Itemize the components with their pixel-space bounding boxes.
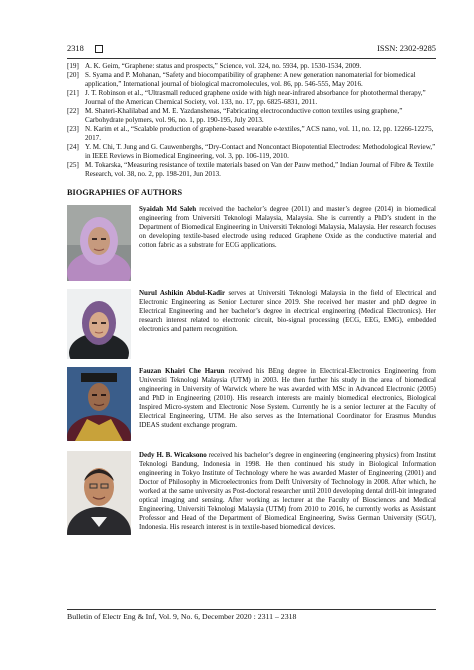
author-name: Nurul Ashikin Abdul-Kadir — [139, 289, 226, 297]
author-biography — [67, 205, 436, 281]
biography-text — [139, 289, 436, 359]
reference-list — [67, 62, 436, 179]
reference-text: N. Karim et al., “Scalable production of graphene-based wearable e-textiles,” ACS nano, vol. 11, no. 12, pp. 12266-12275, 2017. — [85, 125, 434, 142]
reference-item — [67, 107, 436, 125]
biography-text — [139, 451, 436, 535]
reference-text: J. T. Robinson et al., “Ultrasmall reduced graphene oxide with high near-infrared absorbance for photothermal therapy,” Journal of the American Chemical Society, vol. 133, no. 17, pp. 6825-6831, 2011. — [85, 89, 426, 106]
author-biography — [67, 289, 436, 359]
biography-text — [139, 367, 436, 441]
reference-item — [67, 143, 436, 161]
author-name: Dedy H. B. Wicaksono — [139, 451, 207, 459]
reference-number: [24] — [67, 143, 79, 151]
portrait-image — [67, 367, 131, 441]
reference-text: Y. M. Chi, T. Jung and G. Cauwenberghs, “Dry-Contact and Noncontact Biopotential Electrodes: Methodological Review,” in IEEE Reviews in Biomedical Engineering, vol. 3, pp. 106-119, 2010. — [85, 143, 436, 160]
reference-number: [19] — [67, 62, 79, 70]
author-photo — [67, 289, 131, 359]
author-photo — [67, 205, 131, 281]
page-number: 2318 — [67, 44, 84, 53]
portrait-image — [67, 205, 131, 281]
biography-body: serves at Universiti Teknologi Malaysia in the field of Electrical and Electronic Engineering as Senior Lecturer since 2019. She received her master and phD degree in Electrical Engineering and her bachelor’s degree in electrical engineering (Medical Electronics). Her research interest related to electronic circuit, bio-signal processing (ECG, EEG, EMG), embedded electronics and pattern recognition. — [139, 289, 436, 333]
footer-rule — [67, 609, 436, 610]
section-title: BIOGRAPHIES OF AUTHORS — [67, 188, 183, 197]
reference-item — [67, 62, 436, 71]
page-footer: Bulletin of Electr Eng & Inf, Vol. 9, No. 6, December 2020 : 2311 – 2318 — [67, 612, 297, 621]
reference-text: S. Syama and P. Mohanan, “Safety and biocompatibility of graphene: A new generation nanomaterial for biomedical application,” International journal of biological macromolecules, vol. 86, pp. 546-555, May 2016. — [85, 71, 416, 88]
author-biography — [67, 367, 436, 441]
page-header — [67, 44, 436, 58]
reference-item — [67, 161, 436, 179]
reference-text: A. K. Geim, “Graphene: status and prospects,” Science, vol. 324, no. 5934, pp. 1530-1534, 2009. — [85, 62, 362, 70]
author-photo — [67, 367, 131, 441]
issn: ISSN: 2302-9285 — [377, 44, 436, 53]
reference-text: M. Shateri-Khalilabad and M. E. Yazdanshenas, “Fabricating electroconductive cotton textiles using graphene,” Carbohydrate polymers, vol. 96, no. 1, pp. 190-195, July 2013. — [85, 107, 403, 124]
reference-text: M. Tokarska, “Measuring resistance of textile materials based on Van der Pauw method,” Indian Journal of Fibre & Textile Research, vol. 38, no. 2, pp. 198-201, Jun 2013. — [85, 161, 434, 178]
portrait-image — [67, 289, 131, 359]
reference-number: [23] — [67, 125, 79, 133]
author-name: Fauzan Khairi Che Harun — [139, 367, 225, 375]
reference-item — [67, 71, 436, 89]
square-icon — [95, 45, 103, 53]
reference-number: [25] — [67, 161, 79, 169]
biography-body: received the bachelor’s degree (2011) and master’s degree (2014) in biomedical engineering from Universiti Teknologi Malaysia, Malaysia. She is currently a PhD’s student in the Department of Biomedical Engineering in Universiti Teknologi Malaysia, Malaysia. Her research focuses on developing textile-based electrode using reduced Graphene Oxide as the conductive material and cotton fabric as a substrate for ECG applications. — [139, 205, 436, 249]
author-name: Syaidah Md Saleh — [139, 205, 197, 213]
header-rule — [67, 58, 436, 59]
biography-text — [139, 205, 436, 281]
biography-body: received his BEng degree in Electrical-Electronics Engineering from Universiti Teknologi Malaysia (UTM) in 2003. He then further his study in the area of biomedical engineering in University of Warwick where he was awarded with MSc in Advanced Electronic (2005) and PhD in Engineering (2010). His research interests are mainly biomedical electronics, Biological Inspired Micro-system and Electronic Nose System. Currently he is a senior lecturer at the Faculty of Electrical Engineering, UTM. He also serves as the International Coordinator for Erasmus Mundus IDEAS student exchange program. — [139, 367, 436, 429]
author-photo — [67, 451, 131, 535]
reference-item — [67, 125, 436, 143]
biography-body: received his bachelor’s degree in engineering (engineering physics) from Institut Teknologi Bandung, Indonesia in 1998. He then continued his study in Biological Information engineering in Tokyo Institute of Technology where he was awarded Master of Engineering (2001) and Doctor of Philosophy in Microelectronics from Delft University of Technology in 2008. After which, he worked at the same university as Post-doctoral researcher until 2010 developing dental drill-bit integrated optical imaging and sensing. After working as lecturer at the Faculty of Biosciences and Medical Engineering, Universiti Teknologi Malaysia (UTM) from 2010 to 2016, he currently works as Assistant Professor and Head of the Department of Biomedical Engineering, Swiss German University (SGU), Indonesia. His research interest is in textile-based biomedical devices. — [139, 451, 436, 531]
portrait-image — [67, 451, 131, 535]
reference-number: [20] — [67, 71, 79, 79]
reference-item — [67, 89, 436, 107]
reference-number: [22] — [67, 107, 79, 115]
author-biography — [67, 451, 436, 535]
reference-number: [21] — [67, 89, 79, 97]
